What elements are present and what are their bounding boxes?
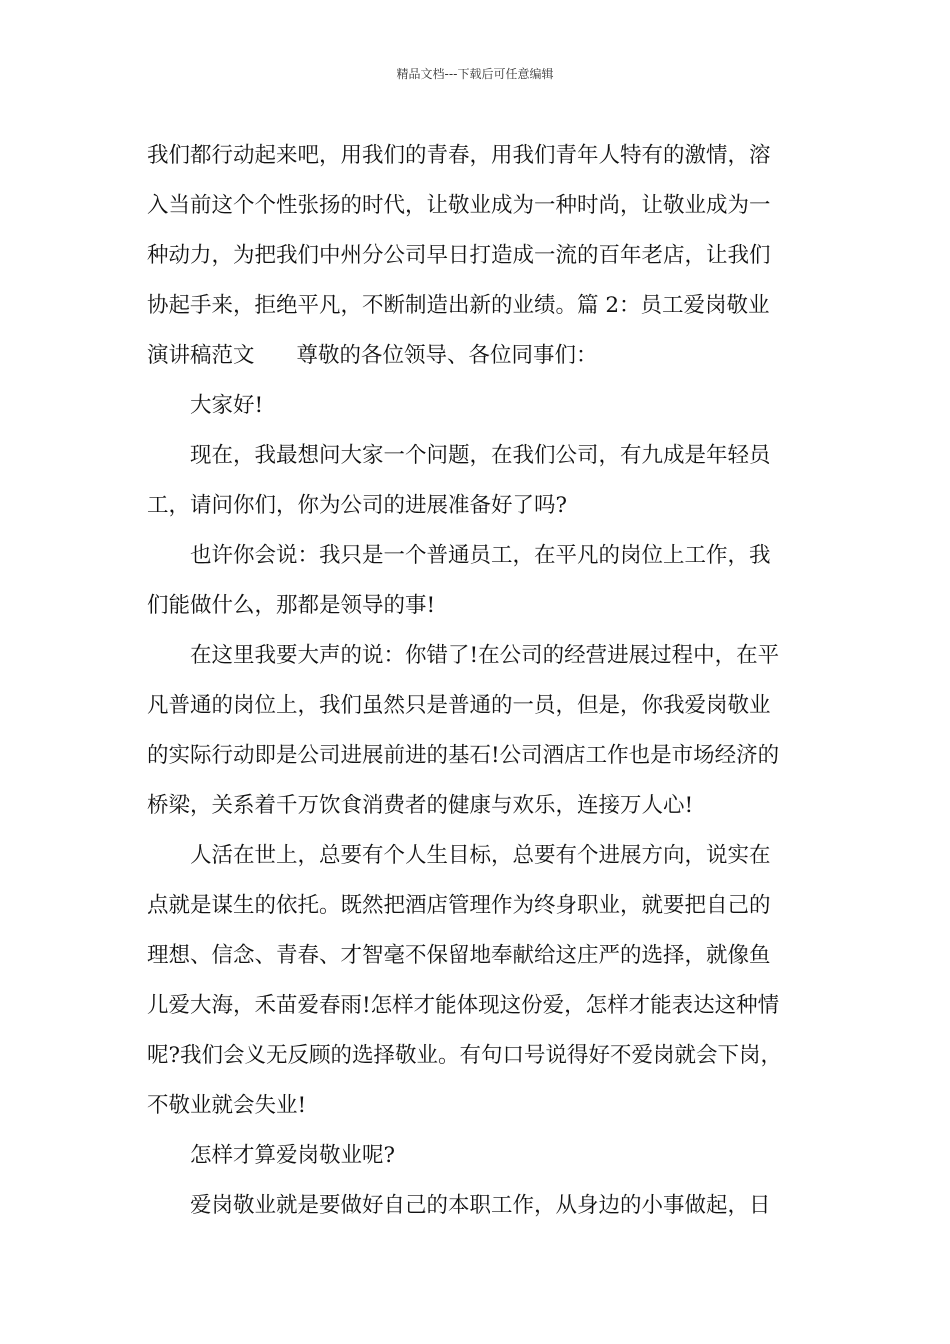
text-line — [147, 331, 807, 381]
salutation: 尊敬的各位领导、各位同事们： — [296, 343, 598, 368]
text-line: 我们都行动起来吧，用我们的青春，用我们青年人特有的激情，溶 — [147, 143, 771, 168]
text-line: 工，请问你们，你为公司的进展准备好了吗? — [147, 493, 568, 518]
paragraph-1 — [147, 131, 807, 381]
text-line: 也许你会说：我只是一个普通员工，在平凡的岗位上工作，我 — [190, 543, 771, 568]
text-line: 在这里我要大声的说：你错了!在公司的经营进展过程中，在平 — [190, 643, 780, 668]
text-line: 爱岗敬业就是要做好自己的本职工作，从身边的小事做起，日 — [190, 1193, 771, 1218]
page-header: 精品文档---下载后可任意编辑 — [396, 67, 554, 81]
text-line: 不敬业就会失业! — [147, 1093, 307, 1118]
text-line: 协起手来，拒绝平凡，不断制造出新的业绩。篇 2：员工爱岗敬业 — [147, 293, 770, 318]
document-body — [147, 131, 807, 1231]
paragraph-6 — [147, 831, 807, 1131]
text-line: 们能做什么，那都是领导的事! — [147, 593, 436, 618]
text-line: 理想、信念、青春、才智毫不保留地奉献给这庄严的选择，就像鱼 — [147, 943, 771, 968]
text-line: 人活在世上，总要有个人生目标，总要有个进展方向，说实在 — [190, 843, 771, 868]
text-line: 怎样才算爱岗敬业呢? — [190, 1143, 396, 1168]
paragraph-8 — [147, 1181, 807, 1231]
text-line: 桥梁，关系着千万饮食消费者的健康与欢乐，连接万人心! — [147, 793, 694, 818]
speech-title-tail: 演讲稿范文 — [147, 343, 255, 368]
text-line: 凡普通的岗位上，我们虽然只是普通的一员，但是，你我爱岗敬业 — [147, 693, 771, 718]
text-line: 儿爱大海，禾苗爱春雨!怎样才能体现这份爱，怎样才能表达这种情 — [147, 993, 780, 1018]
text-line: 大家好! — [190, 393, 264, 418]
paragraph-2 — [147, 381, 807, 431]
paragraph-4 — [147, 531, 807, 631]
text-line: 种动力，为把我们中州分公司早日打造成一流的百年老店，让我们 — [147, 243, 771, 268]
text-line: 点就是谋生的依托。既然把酒店管理作为终身职业，就要把自己的 — [147, 893, 771, 918]
paragraph-5 — [147, 631, 807, 831]
paragraph-7 — [147, 1131, 807, 1181]
text-line: 入当前这个个性张扬的时代，让敬业成为一种时尚，让敬业成为一 — [147, 193, 771, 218]
text-line: 的实际行动即是公司进展前进的基石!公司酒店工作也是市场经济的 — [147, 743, 780, 768]
paragraph-3 — [147, 431, 807, 531]
text-line: 呢?我们会义无反顾的选择敬业。有句口号说得好不爱岗就会下岗， — [147, 1043, 783, 1068]
text-line: 现在，我最想问大家一个问题，在我们公司，有九成是年轻员 — [190, 443, 771, 468]
